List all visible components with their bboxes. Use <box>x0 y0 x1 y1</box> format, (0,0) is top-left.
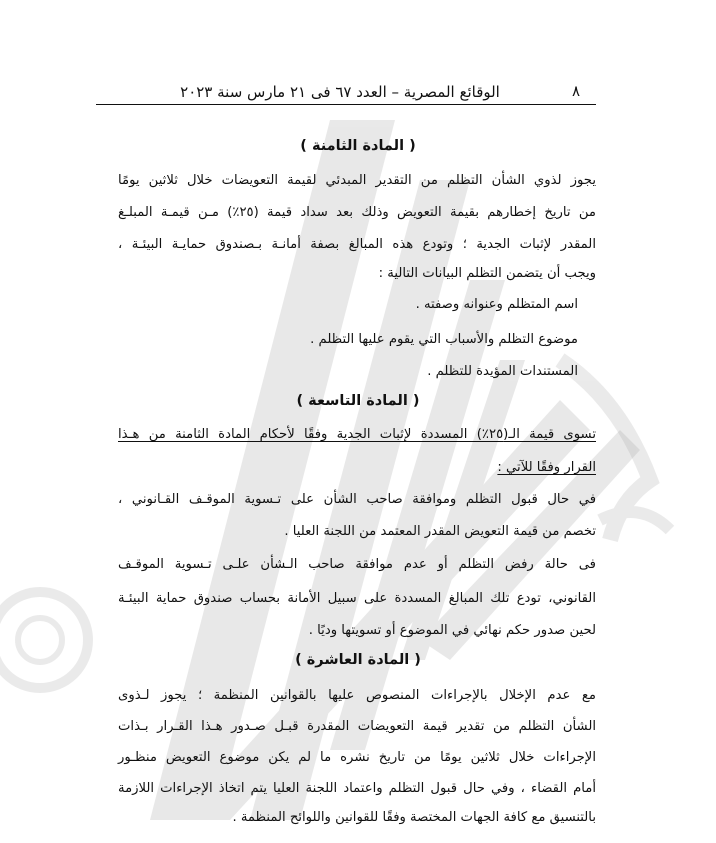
article-8-line-2: من تاريخ إخطارهم بقيمة التعويض وذلك بعد سداد قيمة (٢٥٪) مـن قيمـة المبلـغ <box>118 205 596 220</box>
page-number: ٨ <box>572 82 581 100</box>
article-9-line-1: تسوى قيمة الـ(٢٥٪) المسددة لإثبات الجدية وفقًا لأحكام المادة الثامنة من هـذا <box>118 427 596 442</box>
article-9-line-6: القانوني، تودع تلك المبالغ المسددة على سبيل الأمانة بحساب صندوق حماية البيئـة <box>118 591 596 606</box>
article-9-line-7: لحين صدور حكم نهائي في الموضوع أو تسويتها وديًا . <box>308 623 596 638</box>
header-title: الوقائع المصرية – العدد ٦٧ فى ٢١ مارس سنة ٢٠٢٣ <box>180 83 500 101</box>
article-8-line-1: يجوز لذوي الشأن التظلم من التقدير المبدئي لقيمة التعويضات خلال ثلاثين يومًا <box>118 173 596 188</box>
article-8-item-3: المستندات المؤيدة للتظلم . <box>427 364 578 379</box>
article-8-item-2: موضوع التظلم والأسباب التي يقوم عليها التظلم . <box>310 332 578 347</box>
article-8-title: ( المادة الثامنة ) <box>300 138 416 154</box>
article-9-line-4: تخصم من قيمة التعويض المقدر المعتمد من اللجنة العليا . <box>284 524 596 539</box>
article-9-line-3: في حال قبول التظلم وموافقة صاحب الشأن على تـسوية الموقـف القـانوني ، <box>118 492 596 507</box>
article-10-title: ( المادة العاشرة ) <box>295 652 421 668</box>
article-9-line-5: فى حالة رفض التظلم أو عدم موافقة صاحب الـشأن علـى تـسوية الموقـف <box>118 557 596 572</box>
article-10-line-5: بالتنسيق مع كافة الجهات المختصة وفقًا للقوانين واللوائح المنظمة . <box>232 810 596 825</box>
article-10-line-2: الشأن التظلم من تقدير قيمة التعويضات المقدرة قبـل صـدور هـذا القـرار بـذات <box>118 719 596 734</box>
article-8-line-4: ويجب أن يتضمن التظلم البيانات التالية : <box>378 266 596 281</box>
article-8-item-1: اسم المتظلم وعنوانه وصفته . <box>415 297 578 312</box>
article-8-line-3: المقدر لإثبات الجدية ؛ وتودع هذه المبالغ بصفة أمانـة بـصندوق حمايـة البيئـة ، <box>118 237 596 252</box>
header-divider <box>96 104 596 105</box>
article-10-line-4: أمام القضاء ، وفي حال قبول التظلم واعتماد اللجنة العليا يتم اتخاذ الإجراءات اللازمة <box>118 781 596 796</box>
article-9-title: ( المادة التاسعة ) <box>296 393 420 409</box>
article-10-line-3: الإجراءات خلال ثلاثين يومًا من تاريخ نشره ما لم يكن موضوع التعويض منظـور <box>118 750 596 765</box>
article-10-line-1: مع عدم الإخلال بالإجراءات المنصوص عليها بالقوانين المنظمة ؛ يجوز لـذوى <box>118 688 596 703</box>
article-9-line-2: القرار وفقًا للآتي : <box>497 460 596 475</box>
